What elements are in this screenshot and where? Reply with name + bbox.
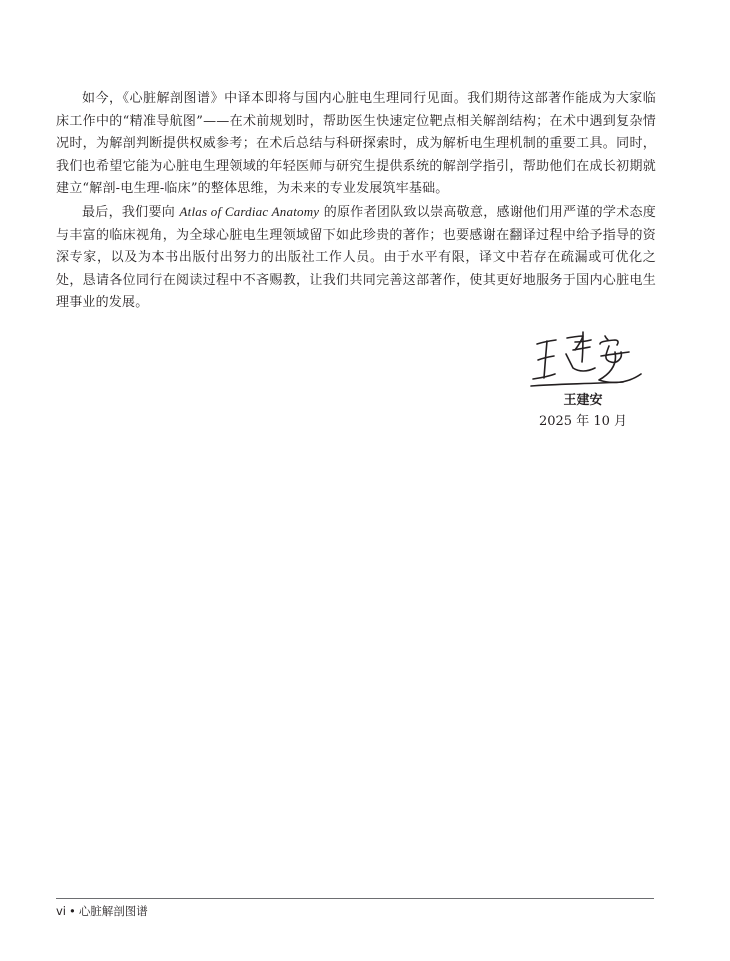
page-number: vi: [56, 904, 67, 918]
paragraph-1: [56, 88, 656, 201]
english-book-title: Atlas of Cardiac Anatomy: [179, 203, 320, 219]
preface-body: [56, 88, 656, 315]
paragraph-2-lead: 最后，我们要向: [82, 204, 176, 220]
paragraph-1-text: 如今，《心脏解剖图谱》中译本即将与国内心脏电生理同行见面。我们期待这部著作能成为大家临床工作中的“精准导航图”——在术前规划时，帮助医生快速定位靶点相关解剖结构；在术中遇到复杂情况时，为解剖判断提供权威参考；在术后总结与科研探索时，成为解析电生理机制的重要工具。同时，我们也希望它能为心脏电生理领域的年轻医师与研究生提供系统的解剖学指引，帮助他们在成长初期就建立“解剖-电生理-临床”的整体思维，为未来的专业发展筑牢基础。: [56, 91, 656, 197]
paragraph-2-rest: 的原作者团队致以崇高敬意，感谢他们用严谨的学术态度与丰富的临床视角，为全球心脏电生理领域留下如此珍贵的著作；也要感谢在翻译过程中给予指导的资深专家，以及为本书出版付出努力的出版社工作人员。由于水平有限，译文中若存在疏漏或可优化之处，恳请各位同行在阅读过程中不吝赐教，让我们共同完善这部著作，使其更好地服务于国内心脏电生理事业的发展。: [56, 204, 656, 311]
footer-book-title: 心脏解剖图谱: [78, 904, 148, 918]
footer-bullet: •: [69, 904, 76, 918]
handwritten-signature: [523, 322, 643, 392]
page-footer: [56, 903, 148, 919]
signature-name: 王建安: [563, 393, 603, 408]
footer-divider: [56, 898, 654, 899]
signature-date: 2025 年 10 月: [538, 414, 628, 429]
paragraph-2: [56, 201, 656, 315]
signature-block: [508, 322, 658, 432]
